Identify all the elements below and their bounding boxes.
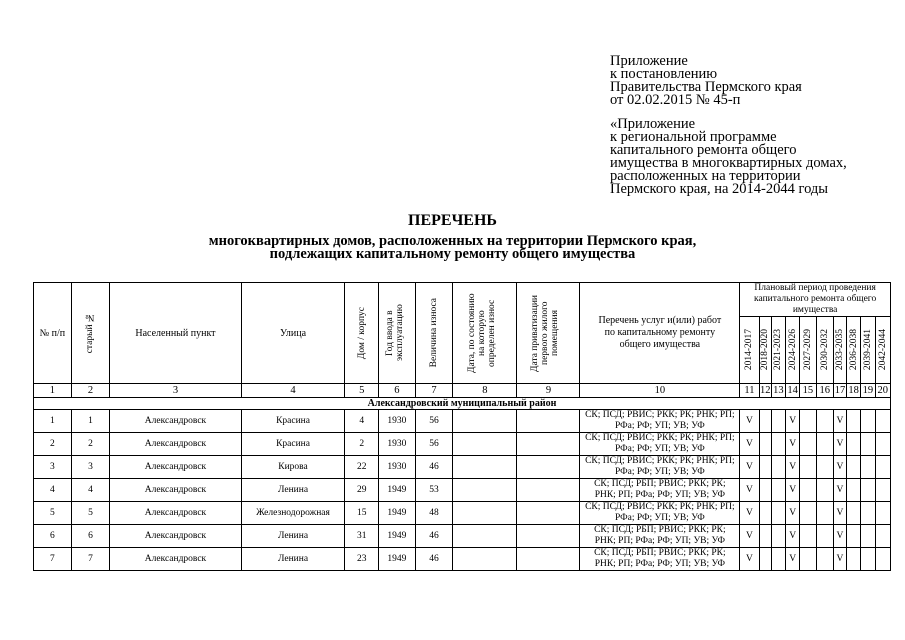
period-mark — [759, 433, 771, 456]
period-mark: V — [833, 548, 846, 571]
row-wear-date — [453, 548, 517, 571]
period-mark — [771, 410, 785, 433]
row-num: 5 — [34, 502, 72, 525]
header-old-num-label: старый № — [85, 312, 96, 354]
row-wear: 46 — [415, 548, 453, 571]
document-title: ПЕРЕЧЕНЬ — [408, 212, 497, 229]
row-old-num: 6 — [71, 525, 110, 548]
period-mark — [861, 525, 875, 548]
header-wear-date — [453, 283, 517, 384]
period-mark — [800, 548, 816, 571]
row-privatization-date — [517, 548, 580, 571]
row-year-built: 1949 — [379, 502, 416, 525]
column-number: 18 — [848, 385, 859, 396]
row-services — [580, 456, 740, 479]
district-name: Александровский муниципальный район — [34, 398, 891, 410]
row-year-built: 1949 — [379, 525, 416, 548]
period-mark — [816, 456, 833, 479]
row-num: 1 — [34, 410, 72, 433]
period-mark — [771, 548, 785, 571]
column-number: 4 — [241, 384, 345, 398]
header-year-built — [379, 283, 416, 384]
header-period-year — [786, 317, 800, 384]
period-mark — [861, 433, 875, 456]
header-wear-label: Величина износа — [428, 298, 439, 368]
row-locality: Александровск — [110, 433, 241, 456]
row-locality: Александровск — [110, 479, 241, 502]
services-line: РФа; РФ; УП; УВ; УФ — [615, 467, 705, 477]
period-label: 2014-2017 — [744, 329, 755, 371]
period-mark — [816, 479, 833, 502]
period-mark: V — [740, 525, 759, 548]
period-mark: V — [740, 433, 759, 456]
row-privatization-date — [517, 479, 580, 502]
services-line: РНК; РП; РФа; РФ; УП; УВ; УФ — [594, 536, 726, 546]
table-row — [34, 433, 891, 456]
column-number: 10 — [580, 384, 740, 398]
row-wear: 56 — [415, 433, 453, 456]
period-mark — [800, 479, 816, 502]
houses-table — [33, 282, 891, 571]
row-street: Ленина — [241, 479, 345, 502]
district-row — [34, 398, 891, 410]
table-body — [34, 410, 891, 571]
row-num: 3 — [34, 456, 72, 479]
document-subtitle — [0, 235, 905, 261]
period-mark — [847, 410, 861, 433]
header-period-year — [861, 317, 875, 384]
row-year-built: 1930 — [379, 410, 416, 433]
period-label: 2030-2032 — [819, 329, 830, 371]
row-num: 4 — [34, 479, 72, 502]
header-old-num — [71, 283, 110, 384]
period-mark: V — [786, 410, 800, 433]
row-house: 23 — [345, 548, 379, 571]
table-row — [34, 525, 891, 548]
period-mark — [816, 525, 833, 548]
row-old-num: 4 — [71, 479, 110, 502]
row-wear: 56 — [415, 410, 453, 433]
row-street: Железнодорожная — [241, 502, 345, 525]
period-mark: V — [833, 525, 846, 548]
row-services — [580, 525, 740, 548]
column-number: 7 — [415, 384, 453, 398]
column-number: 9 — [517, 384, 580, 398]
period-mark — [771, 502, 785, 525]
services-line: СК; ПСД; РВИС; РКК; РК; РНК; РП; — [585, 433, 735, 443]
services-line: СК; ПСД; РБП; РВИС; РКК; РК; — [594, 548, 726, 558]
period-label: 2027-2029 — [802, 329, 813, 371]
period-mark — [816, 502, 833, 525]
period-mark — [800, 502, 816, 525]
row-locality: Александровск — [110, 502, 241, 525]
row-street: Ленина — [241, 525, 345, 548]
period-mark: V — [786, 456, 800, 479]
column-number: 20 — [875, 384, 890, 398]
row-privatization-date — [517, 525, 580, 548]
header-period: Плановый период проведения капитального ремонта общего имущества — [740, 283, 891, 317]
period-mark — [771, 456, 785, 479]
period-mark — [800, 456, 816, 479]
row-num: 7 — [34, 548, 72, 571]
period-label: 2042-2044 — [877, 329, 888, 371]
column-number: 11 — [740, 384, 759, 398]
header-privatization-date — [517, 283, 580, 384]
row-wear-date — [453, 479, 517, 502]
header-period-year — [800, 317, 816, 384]
appendix-line: «Приложение — [610, 116, 696, 132]
header-wear-date-label: Дата, по состоянию на которую определен износ — [466, 293, 497, 373]
period-mark — [861, 502, 875, 525]
row-num: 6 — [34, 525, 72, 548]
row-wear-date — [453, 502, 517, 525]
row-services — [580, 433, 740, 456]
header-house — [345, 283, 379, 384]
row-services — [580, 502, 740, 525]
row-wear-date — [453, 525, 517, 548]
table-row — [34, 410, 891, 433]
period-label: 2018-2020 — [760, 329, 771, 371]
row-old-num: 5 — [71, 502, 110, 525]
appendix-line: к постановлению — [610, 66, 718, 82]
appendix-line: капитального ремонта общего — [610, 142, 797, 158]
services-line: СК; ПСД; РВИС; РКК; РК; РНК; РП; — [585, 456, 735, 466]
period-mark — [875, 479, 890, 502]
row-year-built: 1949 — [379, 479, 416, 502]
row-wear: 53 — [415, 479, 453, 502]
period-mark — [875, 410, 890, 433]
period-mark — [759, 525, 771, 548]
row-old-num: 3 — [71, 456, 110, 479]
period-mark — [847, 479, 861, 502]
row-year-built: 1930 — [379, 456, 416, 479]
period-mark — [800, 410, 816, 433]
period-mark: V — [786, 502, 800, 525]
table-row — [34, 548, 891, 571]
row-street: Красина — [241, 410, 345, 433]
header-year-built-label: Год ввода в эксплуатацию — [384, 304, 405, 362]
column-number: 3 — [110, 384, 241, 398]
period-mark — [816, 433, 833, 456]
period-mark — [800, 525, 816, 548]
period-mark — [759, 502, 771, 525]
period-mark: V — [786, 479, 800, 502]
period-mark — [759, 456, 771, 479]
period-mark: V — [786, 525, 800, 548]
header-street: Улица — [241, 283, 345, 384]
header-privatization-date-label: Дата приватизации первого жилого помещения — [530, 294, 561, 372]
row-locality: Александровск — [110, 456, 241, 479]
appendix-line: Приложение — [610, 53, 688, 69]
row-locality: Александровск — [110, 410, 241, 433]
period-label: 2039-2041 — [862, 329, 873, 371]
services-line: СК; ПСД; РВИС; РКК; РК; РНК; РП; — [585, 410, 735, 420]
period-mark: V — [740, 548, 759, 571]
period-mark: V — [833, 410, 846, 433]
row-year-built: 1949 — [379, 548, 416, 571]
column-number: 14 — [787, 385, 798, 396]
row-wear-date — [453, 410, 517, 433]
row-year-built: 1930 — [379, 433, 416, 456]
period-mark — [800, 433, 816, 456]
period-mark: V — [833, 433, 846, 456]
period-mark: V — [740, 479, 759, 502]
appendix-line: Правительства Пермского края — [610, 79, 802, 95]
period-mark — [875, 548, 890, 571]
period-mark — [875, 502, 890, 525]
header-period-year — [833, 317, 846, 384]
period-mark — [861, 548, 875, 571]
row-privatization-date — [517, 502, 580, 525]
header-num: № п/п — [34, 283, 72, 384]
period-mark — [861, 456, 875, 479]
appendix-line: Пермского края, на 2014-2044 годы — [610, 181, 829, 197]
subtitle-line: многоквартирных домов, расположенных на территории Пермского края, — [208, 233, 697, 249]
period-mark — [847, 548, 861, 571]
row-wear: 46 — [415, 525, 453, 548]
column-number: 8 — [453, 384, 517, 398]
column-number: 13 — [773, 385, 784, 396]
program-appendix-header — [610, 118, 847, 196]
period-mark — [771, 525, 785, 548]
row-services — [580, 479, 740, 502]
row-locality: Александровск — [110, 525, 241, 548]
header-period-year — [759, 317, 771, 384]
period-mark: V — [740, 502, 759, 525]
column-number: 6 — [379, 384, 416, 398]
services-line: РНК; РП; РФа; РФ; УП; УВ; УФ — [594, 490, 726, 500]
row-services — [580, 410, 740, 433]
period-mark — [861, 479, 875, 502]
header-house-label: Дом / корпус — [356, 306, 367, 360]
table-header-row — [34, 283, 891, 317]
row-wear: 48 — [415, 502, 453, 525]
row-privatization-date — [517, 433, 580, 456]
appendix-header — [610, 55, 802, 107]
table-row — [34, 502, 891, 525]
period-mark — [759, 479, 771, 502]
header-wear — [415, 283, 453, 384]
period-mark — [759, 548, 771, 571]
period-mark: V — [786, 433, 800, 456]
header-period-year — [740, 317, 759, 384]
appendix-line: к региональной программе — [610, 129, 777, 145]
column-number: 1 — [34, 384, 72, 398]
period-label: 2024-2026 — [787, 329, 798, 371]
period-mark: V — [786, 548, 800, 571]
row-house: 2 — [345, 433, 379, 456]
period-mark — [847, 502, 861, 525]
column-number: 15 — [800, 384, 816, 398]
header-locality: Населенный пункт — [110, 283, 241, 384]
services-line: РФа; РФ; УП; УВ; УФ — [615, 421, 705, 431]
column-number: 12 — [759, 385, 771, 396]
row-wear: 46 — [415, 456, 453, 479]
row-privatization-date — [517, 410, 580, 433]
column-number: 16 — [816, 384, 833, 398]
row-wear-date — [453, 456, 517, 479]
period-mark — [847, 433, 861, 456]
period-mark — [816, 410, 833, 433]
appendix-line: от 02.02.2015 № 45-п — [610, 92, 741, 108]
period-mark: V — [833, 479, 846, 502]
table-row — [34, 456, 891, 479]
services-line: РФа; РФ; УП; УВ; УФ — [615, 513, 705, 523]
period-label: 2036-2038 — [848, 329, 859, 371]
period-label: 2021-2023 — [773, 329, 784, 371]
header-period-year — [771, 317, 785, 384]
header-period-year — [875, 317, 890, 384]
period-mark — [759, 410, 771, 433]
services-line: РФа; РФ; УП; УВ; УФ — [615, 444, 705, 454]
services-line: РНК; РП; РФа; РФ; УП; УВ; УФ — [594, 559, 726, 569]
period-mark — [771, 433, 785, 456]
period-mark — [875, 433, 890, 456]
period-mark — [875, 456, 890, 479]
column-number: 19 — [862, 385, 874, 396]
row-old-num: 7 — [71, 548, 110, 571]
period-mark: V — [740, 456, 759, 479]
row-house: 29 — [345, 479, 379, 502]
row-street: Кирова — [241, 456, 345, 479]
row-services — [580, 548, 740, 571]
column-numbers-row — [34, 384, 891, 398]
period-mark: V — [833, 502, 846, 525]
row-house: 22 — [345, 456, 379, 479]
period-mark — [847, 525, 861, 548]
subtitle-line: подлежащих капитальному ремонту общего имущества — [269, 246, 636, 262]
row-street: Красина — [241, 433, 345, 456]
column-number: 5 — [345, 384, 379, 398]
row-street: Ленина — [241, 548, 345, 571]
period-mark: V — [833, 456, 846, 479]
services-line: СК; ПСД; РВИС; РКК; РК; РНК; РП; — [585, 502, 735, 512]
header-services: Перечень услуг и(или) работ по капитальному ремонту общего имущества — [580, 283, 740, 384]
period-mark — [771, 479, 785, 502]
row-old-num: 1 — [71, 410, 110, 433]
column-number: 2 — [71, 384, 110, 398]
row-wear-date — [453, 433, 517, 456]
period-mark — [816, 548, 833, 571]
row-house: 31 — [345, 525, 379, 548]
appendix-line: расположенных на территории — [610, 168, 801, 184]
table-row — [34, 479, 891, 502]
period-mark — [875, 525, 890, 548]
header-period-year — [816, 317, 833, 384]
row-house: 4 — [345, 410, 379, 433]
header-period-year — [847, 317, 861, 384]
row-locality: Александровск — [110, 548, 241, 571]
period-label: 2033-2035 — [834, 329, 845, 371]
period-mark — [861, 410, 875, 433]
row-old-num: 2 — [71, 433, 110, 456]
row-num: 2 — [34, 433, 72, 456]
appendix-line: имущества в многоквартирных домах, — [610, 155, 847, 171]
row-house: 15 — [345, 502, 379, 525]
column-number: 17 — [834, 385, 846, 396]
services-line: СК; ПСД; РБП; РВИС; РКК; РК; — [594, 479, 726, 489]
period-mark: V — [740, 410, 759, 433]
period-mark — [847, 456, 861, 479]
row-privatization-date — [517, 456, 580, 479]
services-line: СК; ПСД; РБП; РВИС; РКК; РК; — [594, 525, 726, 535]
